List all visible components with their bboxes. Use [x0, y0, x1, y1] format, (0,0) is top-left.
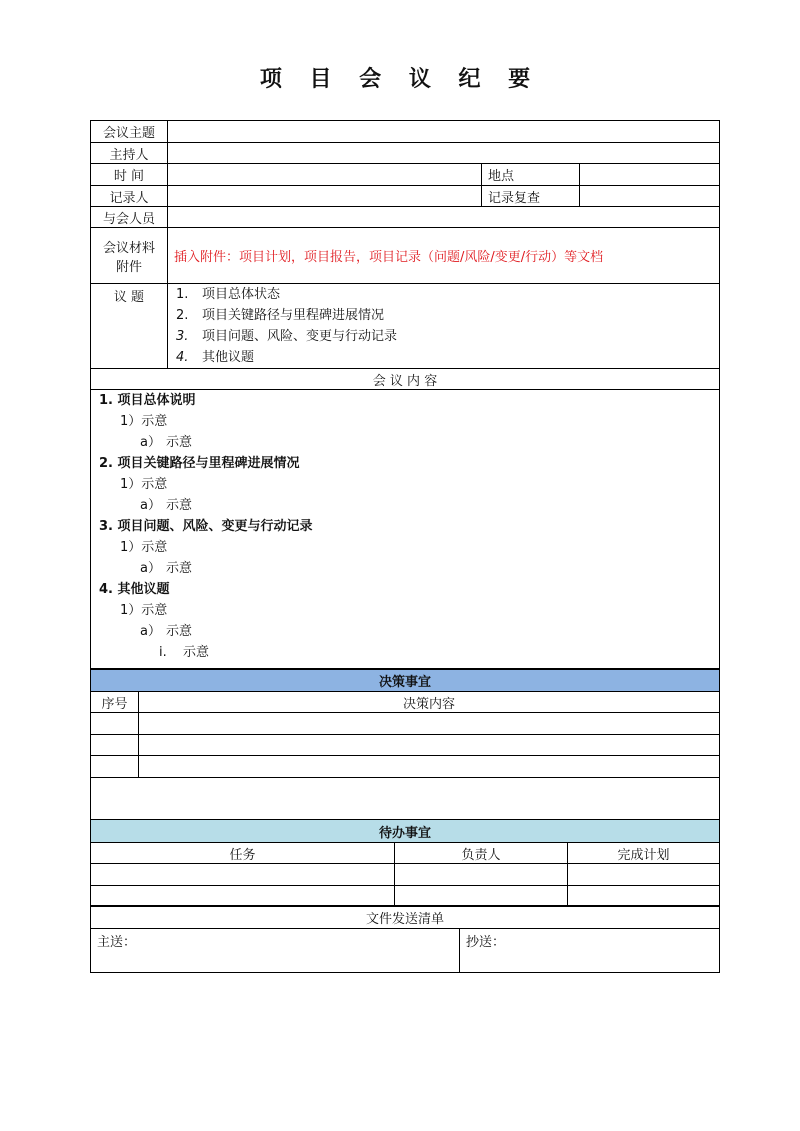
- agenda-item: [174, 284, 713, 305]
- main-recipients-label: 主送：: [97, 935, 137, 950]
- content-marker: i.: [159, 645, 167, 660]
- table-row: [91, 713, 720, 735]
- decision-content-cell[interactable]: [139, 735, 720, 756]
- decision-col-content: 决策内容: [139, 692, 720, 713]
- time-label: 时 间: [91, 164, 168, 186]
- content-subsub-text: 示意: [166, 624, 193, 639]
- content-subsub-text: 示意: [166, 561, 193, 576]
- content-marker: a）: [140, 624, 161, 639]
- main-recipients-cell[interactable]: [91, 929, 460, 973]
- content-section-title: 3. 项目问题、风险、变更与行动记录: [99, 519, 313, 534]
- todo-col-task: 任务: [91, 843, 395, 864]
- content-sub-item: 1）示意: [120, 414, 168, 429]
- agenda-item-text: 项目总体状态: [202, 287, 281, 302]
- materials-value[interactable]: 插入附件：项目计划，项目报告，项目记录（问题/风险/变更/行动）等文档: [168, 228, 720, 284]
- decision-content-cell[interactable]: [139, 713, 720, 735]
- agenda-item-text: 项目问题、风险、变更与行动记录: [202, 329, 398, 344]
- topic-field[interactable]: [168, 121, 720, 143]
- content-marker: a）: [140, 561, 161, 576]
- table-row: [91, 864, 720, 886]
- content-subsub-item: [97, 495, 713, 516]
- content-subsub-text: 示意: [166, 435, 193, 450]
- decision-number-cell[interactable]: [91, 735, 139, 756]
- content-section-title: 4. 其他议题: [99, 582, 170, 597]
- attendees-label: 与会人员: [91, 207, 168, 228]
- agenda-item: [174, 305, 713, 326]
- todo-plan-cell[interactable]: [568, 886, 720, 907]
- content-section-title: 2. 项目关键路径与里程碑进展情况: [99, 456, 300, 471]
- distribution-table: [90, 905, 720, 973]
- todo-owner-cell[interactable]: [395, 886, 568, 907]
- agenda-item-text: 项目关键路径与里程碑进展情况: [202, 308, 385, 323]
- todo-task-cell[interactable]: [91, 864, 395, 886]
- content-subsub-item: [97, 621, 713, 642]
- content-sub-item: 1）示意: [120, 477, 168, 492]
- content-sub-item: 1）示意: [120, 603, 168, 618]
- review-label: 记录复查: [482, 186, 580, 207]
- cc-recipients-cell[interactable]: [460, 929, 720, 973]
- cc-recipients-label: 抄送：: [466, 935, 506, 950]
- content-deep-item: [97, 642, 713, 663]
- todo-plan-cell[interactable]: [568, 864, 720, 886]
- host-label: 主持人: [91, 143, 168, 164]
- agenda-item-number: 1.: [176, 287, 189, 302]
- agenda-item-number: 2.: [176, 308, 189, 323]
- decision-number-cell[interactable]: [91, 713, 139, 735]
- decisions-table: [90, 669, 720, 820]
- agenda-list: [168, 284, 720, 369]
- meeting-info-table: [90, 120, 720, 669]
- table-row: [91, 886, 720, 907]
- topic-label: 会议主题: [91, 121, 168, 143]
- todo-table: [90, 819, 720, 907]
- materials-label-line2: 附件: [115, 259, 142, 275]
- agenda-item: [174, 347, 713, 368]
- decision-notes-cell[interactable]: [91, 778, 720, 820]
- time-field[interactable]: [168, 164, 482, 186]
- content-section-title: 1. 项目总体说明: [99, 393, 196, 408]
- place-label: 地点: [482, 164, 580, 186]
- distribution-band: 文件发送清单: [91, 906, 720, 929]
- materials-label: [91, 228, 168, 284]
- host-field[interactable]: [168, 143, 720, 164]
- page-title: 项 目 会 议 纪 要: [259, 67, 541, 92]
- recorder-field[interactable]: [168, 186, 482, 207]
- content-heading: 会 议 内 容: [91, 369, 720, 390]
- decisions-band: 决策事宜: [91, 670, 720, 692]
- content-sub-item: 1）示意: [120, 540, 168, 555]
- agenda-item-text: 其他议题: [202, 350, 255, 365]
- agenda-item-number: 3.: [176, 329, 189, 344]
- decision-number-cell[interactable]: [91, 756, 139, 778]
- content-subsub-item: [97, 432, 713, 453]
- content-deep-text: 示意: [183, 645, 210, 660]
- content-subsub-text: 示意: [166, 498, 193, 513]
- table-row: [91, 756, 720, 778]
- content-marker: a）: [140, 498, 161, 513]
- agenda-label: 议 题: [91, 284, 168, 369]
- agenda-item: [174, 326, 713, 347]
- table-row: [91, 735, 720, 756]
- todo-col-plan: 完成计划: [568, 843, 720, 864]
- materials-label-line1: 会议材料: [102, 240, 155, 256]
- decision-col-number: 序号: [91, 692, 139, 713]
- todo-owner-cell[interactable]: [395, 864, 568, 886]
- decision-content-cell[interactable]: [139, 756, 720, 778]
- place-field[interactable]: [580, 164, 720, 186]
- todo-band: 待办事宜: [91, 820, 720, 843]
- attendees-field[interactable]: [168, 207, 720, 228]
- review-field[interactable]: [580, 186, 720, 207]
- todo-col-owner: 负责人: [395, 843, 568, 864]
- content-marker: a）: [140, 435, 161, 450]
- content-subsub-item: [97, 558, 713, 579]
- meeting-content: [91, 390, 720, 669]
- agenda-item-number: 4.: [176, 350, 189, 365]
- todo-task-cell[interactable]: [91, 886, 395, 907]
- recorder-label: 记录人: [91, 186, 168, 207]
